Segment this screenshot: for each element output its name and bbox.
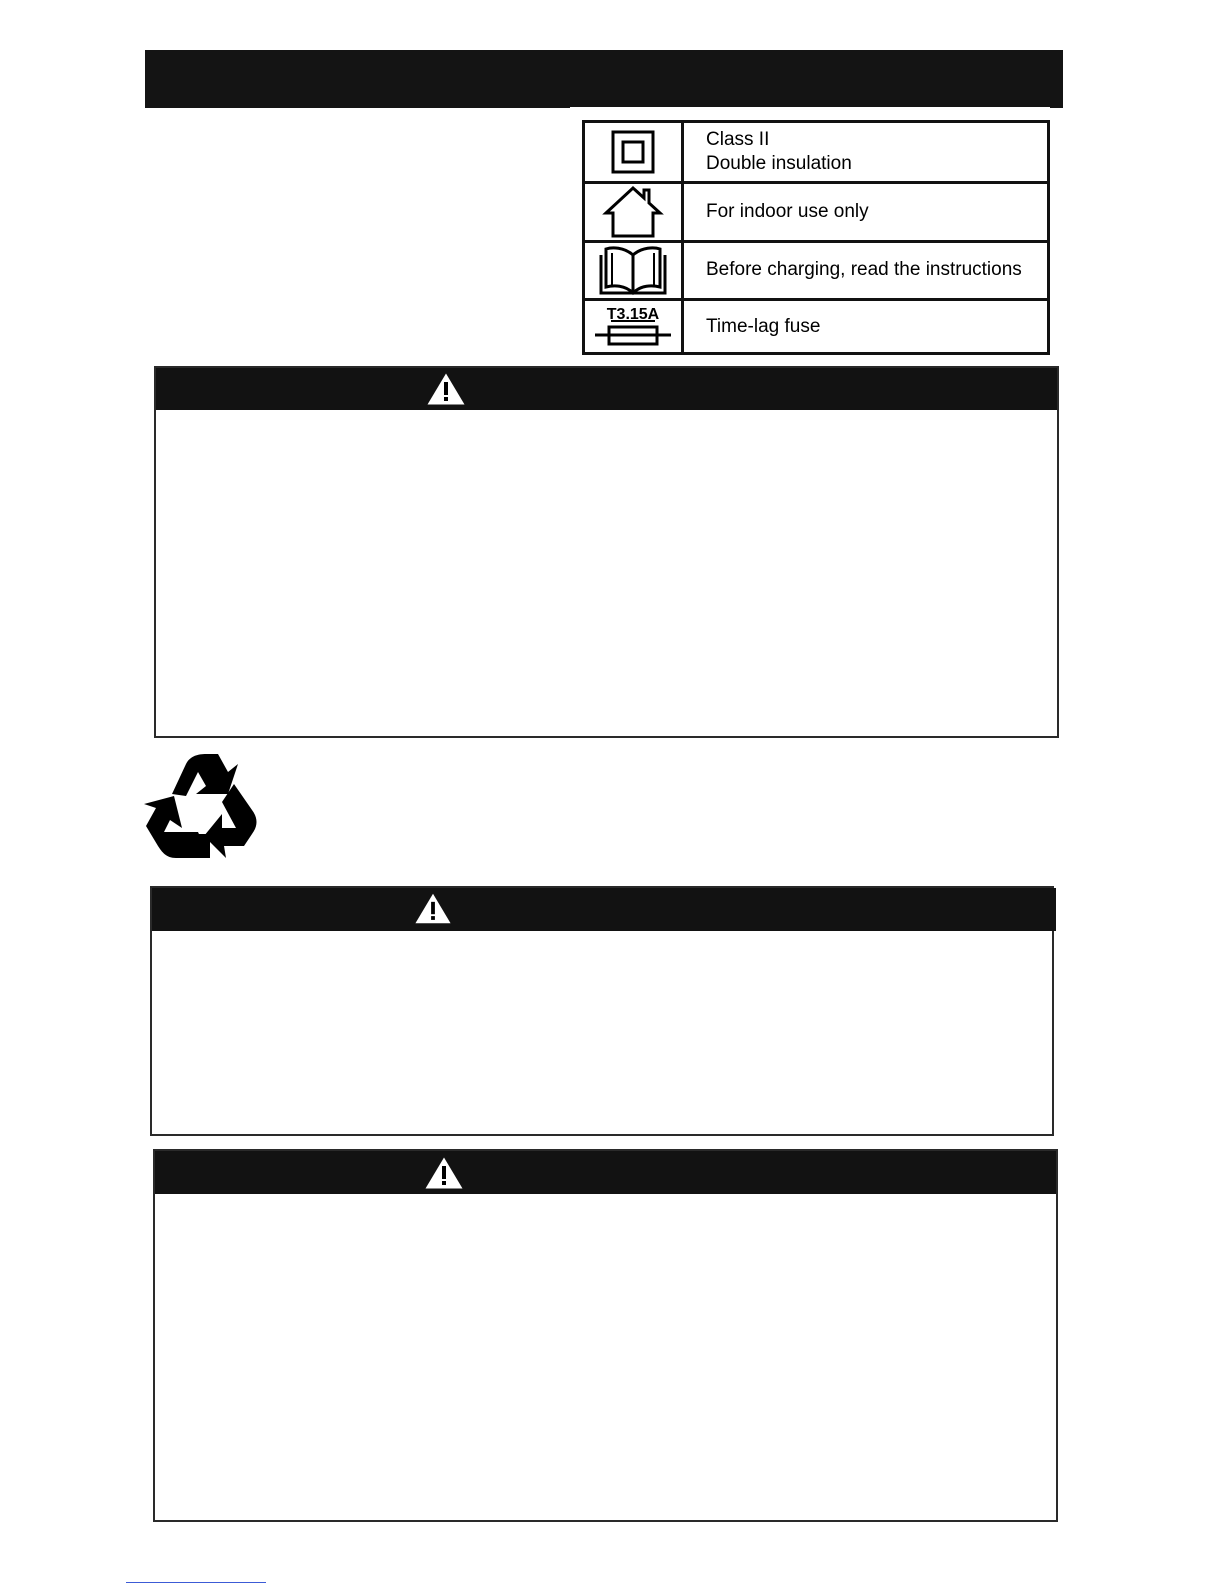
header-gap: [570, 107, 1050, 109]
house-icon: [584, 182, 683, 241]
warning-header-bar: [155, 1151, 1056, 1194]
symbol-row-indoor: [584, 182, 1049, 241]
page-header-bar: [145, 50, 1063, 108]
warning-box-3: [153, 1149, 1058, 1522]
fuse-rating-label: T3.15A: [606, 305, 660, 323]
symbol-legend-table: [582, 120, 1050, 355]
symbol-description: [683, 182, 1049, 241]
symbol-description: [683, 122, 1049, 183]
warning-triangle-icon: [424, 1156, 464, 1190]
warning-triangle-icon: [426, 372, 466, 406]
link-underline: [126, 1582, 266, 1583]
symbol-description: [683, 241, 1049, 300]
symbol-line: Time-lag fuse: [706, 315, 821, 337]
warning-triangle-icon: [414, 892, 452, 925]
symbol-line: For indoor use only: [706, 200, 869, 222]
symbol-row-instructions: [584, 241, 1049, 300]
fuse-icon: [584, 300, 683, 354]
warning-box-1: [154, 366, 1059, 738]
recycle-icon: [140, 750, 264, 870]
symbol-line: Class II: [706, 128, 770, 150]
double-square-icon: [584, 122, 683, 183]
symbol-description: [683, 300, 1049, 354]
warning-header-bar: [156, 368, 1057, 410]
symbol-row-class-ii: [584, 122, 1049, 183]
symbol-line: Before charging, read the instructions: [706, 259, 1022, 281]
symbol-line: Double insulation: [706, 152, 852, 174]
symbol-row-fuse: [584, 300, 1049, 354]
warning-header-bar: [152, 888, 1056, 931]
open-book-icon: [584, 241, 683, 300]
warning-box-2: [150, 886, 1054, 1136]
